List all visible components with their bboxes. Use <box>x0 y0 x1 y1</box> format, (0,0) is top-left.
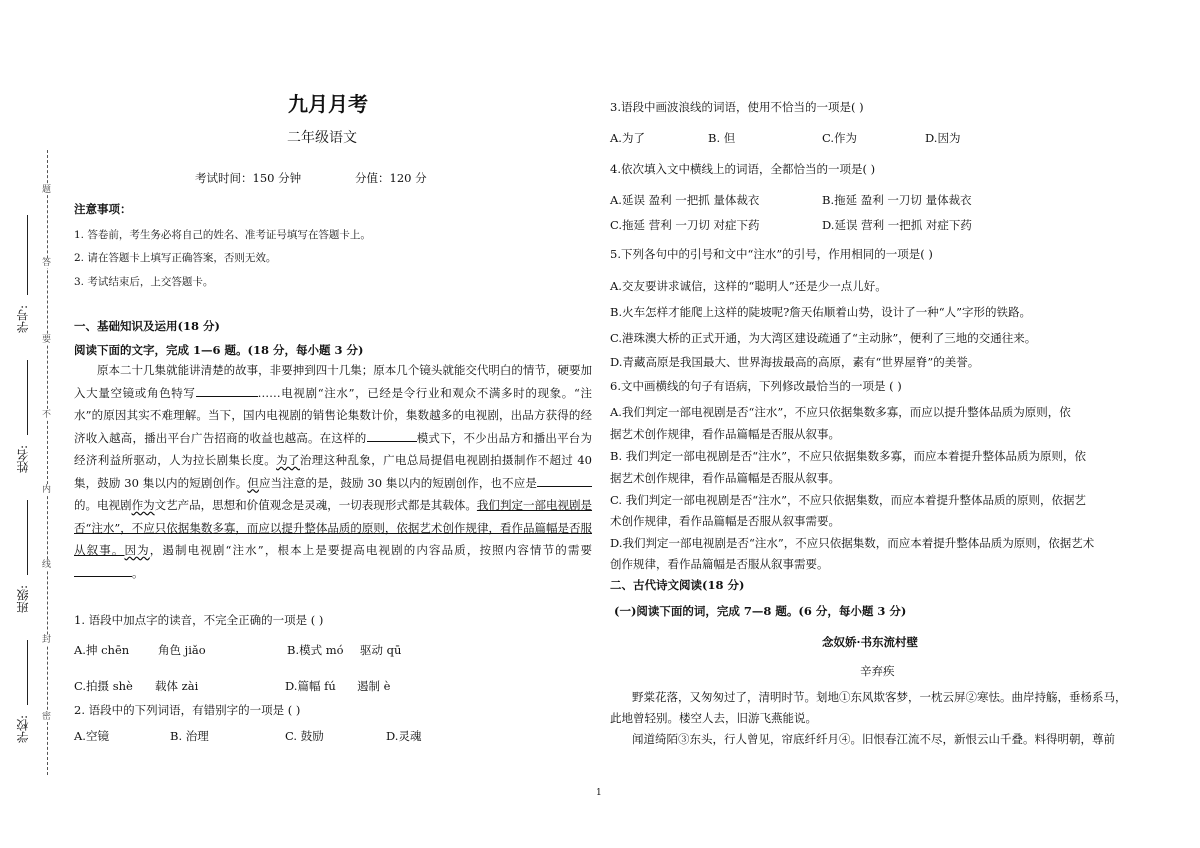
q2-option-b[interactable]: B. 治理 <box>170 729 209 743</box>
margin-char: 不 <box>42 410 52 420</box>
q5-option-d[interactable]: D.青藏高原是我国最大、世界海拔最高的高原，素有“世界屋脊”的美誉。 <box>610 355 980 369</box>
question-1-stem: 1. 语段中加点字的读音，不完全正确的一项是 ( ) <box>74 613 324 627</box>
question-5-stem: 5.下列各句中的引号和文中“注水”的引号，作用相同的一项是( ) <box>610 247 933 261</box>
q3-option-b[interactable]: B. 但 <box>708 131 736 145</box>
exam-score: 分值：120 分 <box>355 171 427 185</box>
margin-char: 题 <box>42 185 52 195</box>
q6-option-d[interactable]: D.我们判定一部电视剧是否“注水”，不应只依据集数，而应本着提升整体品质为原则，依据艺术 <box>610 536 1095 550</box>
student-id-field[interactable] <box>27 215 28 295</box>
notice-item: 3. 考试结束后，上交答题卡。 <box>74 276 214 288</box>
exam-time: 考试时间：150 分钟 <box>195 171 302 185</box>
q6-option-b[interactable]: B. 我们判定一部电视剧是否“注水”，不应只依据集数多寡，而应本着提升整体品质为原则，依 <box>610 449 1087 463</box>
section-heading: 二、古代诗文阅读(18 分) <box>610 578 745 592</box>
q1-option-d[interactable]: D.篇幅 fú <box>285 679 336 693</box>
q3-option-d[interactable]: D.因为 <box>925 131 961 145</box>
exam-subtitle: 二年级语文 <box>287 130 357 146</box>
blank-2[interactable] <box>367 430 417 442</box>
question-3-stem: 3.语段中画波浪线的词语，使用不恰当的一项是( ) <box>610 100 864 114</box>
q2-option-c[interactable]: C. 鼓励 <box>285 729 324 743</box>
blank-1[interactable] <box>196 385 258 397</box>
blank-3[interactable] <box>537 475 592 487</box>
margin-char: 要 <box>42 335 52 345</box>
q5-option-a[interactable]: A.交友要讲求诚信，这样的“聪明人”还是少一点儿好。 <box>610 279 887 293</box>
section-instruction: 阅读下面的文字，完成 1—6 题。(18 分，每小题 3 分) <box>74 343 364 357</box>
q4-option-a[interactable]: A.延误 盈利 一把抓 量体裁衣 <box>610 193 760 207</box>
notice-heading: 注意事项： <box>74 202 132 216</box>
q4-option-d[interactable]: D.延误 营利 一把抓 对症下药 <box>822 218 972 232</box>
blank-4[interactable] <box>74 565 132 577</box>
q6-option-d-cont: 创作规律，看作品篇幅是否服从叙事需要。 <box>610 557 829 571</box>
q1-option-a[interactable]: A.抻 chēn <box>74 643 130 657</box>
q6-option-b-cont: 据艺术创作规律，看作品篇幅是否服从叙事。 <box>610 471 840 485</box>
student-id-label: 学号: <box>16 305 30 334</box>
q4-option-b[interactable]: B.拖延 盈利 一刀切 量体裁衣 <box>822 193 972 207</box>
notice-item: 1. 答卷前，考生务必将自己的姓名、准考证号填写在答题卡上。 <box>74 229 371 241</box>
notice-item: 2. 请在答题卡上填写正确答案，否则无效。 <box>74 252 277 264</box>
margin-char: 密 <box>42 712 52 722</box>
poem-line: 闻道绮陌③东头，行人曾见，帘底纤纤月④。旧恨春江流不尽，新恨云山千叠。料得明朝，尊前 <box>632 732 1115 746</box>
poem-line: 此地曾轻别。楼空人去，旧游飞燕能说。 <box>610 711 817 725</box>
margin-char: 内 <box>42 485 52 495</box>
binding-dashed-line <box>47 150 48 775</box>
q5-option-c[interactable]: C.港珠澳大桥的正式开通，为大湾区建设疏通了“主动脉”，便利了三地的交通往来。 <box>610 331 1037 345</box>
margin-char: 封 <box>42 635 52 645</box>
q1-option-d-word2: 遏制 è <box>357 679 391 693</box>
q1-option-b-word2: 驱动 qū <box>360 643 402 657</box>
q6-option-c[interactable]: C. 我们判定一部电视剧是否“注水”，不应只依据集数，而应本着提升整体品质的原则，依据艺 <box>610 493 1086 507</box>
page-number: 1 <box>596 788 602 798</box>
school-label: 学校: <box>16 715 30 744</box>
q3-option-c[interactable]: C.作为 <box>822 131 858 145</box>
q6-option-a[interactable]: A.我们判定一部电视剧是否“注水”，不应只依据集数多寡，而应以提升整体品质为原则，依 <box>610 405 1071 419</box>
q1-option-a-word2: 角色 jiǎo <box>158 643 206 657</box>
school-field[interactable] <box>27 640 28 705</box>
margin-char: 答 <box>42 258 52 268</box>
q1-option-c[interactable]: C.拍摄 shè <box>74 679 133 693</box>
q2-option-a[interactable]: A.空镜 <box>74 729 109 743</box>
poem-title: 念奴娇·书东流村壁 <box>822 635 919 649</box>
exam-title: 九月月考 <box>288 92 368 116</box>
q6-option-c-cont: 术创作规律，看作品篇幅是否服从叙事需要。 <box>610 514 840 528</box>
class-label: 班级: <box>16 585 30 614</box>
class-field[interactable] <box>27 500 28 575</box>
reading-passage: 原本二十几集就能讲清楚的故事，非要抻到四十几集；原本几个镜头就能交代明白的情节，硬要加入大量空镜或角色特写 ……电视剧“注水”，已经是令行业和观众不满多时的现象。“注水”的原因其实不难理解。当下，国内电视剧的销售论集数计价，集数越多的电视剧，出品方获得的经济收入越高，播出平台广告招商的收益也越高。在这样的 模式下，不少出品方和播出平台为经济利益所驱动，人为拉长剧集长度。为了治理这种乱象，广电总局提倡电视剧拍摄制作不超过 40 集，鼓励 30 集以内的短剧创作。但应当注意的是，鼓励 30 集以内的短剧创作，也不应是的。电视剧作为文艺产品，思想和价值观念是灵魂，一切表现形式都是其载体。我们判定一部电视剧是否“注水”，不应只依据集数多寡，而应以提升整体品质的原则，依据艺术创作规律，看作品篇幅是否服从叙事。因为，遏制电视剧“注水”，根本上是要提高电视剧的内容品质，按照内容情节的需要。 <box>74 363 593 580</box>
section-sub-heading: (一)阅读下面的词，完成 7—8 题。(6 分，每小题 3 分) <box>614 604 907 618</box>
q2-option-d[interactable]: D.灵魂 <box>386 729 422 743</box>
q5-option-b[interactable]: B.火车怎样才能爬上这样的陡坡呢?詹天佑顺着山势，设计了一种“人”字形的铁路。 <box>610 305 1032 319</box>
poem-line: 野棠花落，又匆匆过了，清明时节。刬地①东风欺客梦，一枕云屏②寒怯。曲岸持觞，垂杨系马， <box>632 690 1127 704</box>
question-2-stem: 2. 语段中的下列词语，有错别字的一项是 ( ) <box>74 703 301 717</box>
underlined-sentence: 我们判定一部电视剧是否“注水”，不应只依据集数多寡，而应以提升整体品质的原则，依据艺术创作规律，看作品篇幅是否服从叙事。 <box>74 498 593 557</box>
q1-option-b[interactable]: B.模式 mó <box>287 643 344 657</box>
margin-char: 线 <box>42 560 52 570</box>
name-label: 姓名: <box>16 445 30 474</box>
name-field[interactable] <box>27 360 28 435</box>
section-heading: 一、基础知识及运用(18 分) <box>74 319 220 333</box>
q4-option-c[interactable]: C.拖延 营利 一刀切 对症下药 <box>610 218 760 232</box>
q6-option-a-cont: 据艺术创作规律，看作品篇幅是否服从叙事。 <box>610 427 840 441</box>
poem-author: 辛弃疾 <box>860 664 895 678</box>
question-6-stem: 6.文中画横线的句子有语病，下列修改最恰当的一项是 ( ) <box>610 379 902 393</box>
q3-option-a[interactable]: A.为了 <box>610 131 645 145</box>
q1-option-c-word2: 载体 zài <box>155 679 199 693</box>
question-4-stem: 4.依次填入文中横线上的词语，全都恰当的一项是( ) <box>610 162 876 176</box>
